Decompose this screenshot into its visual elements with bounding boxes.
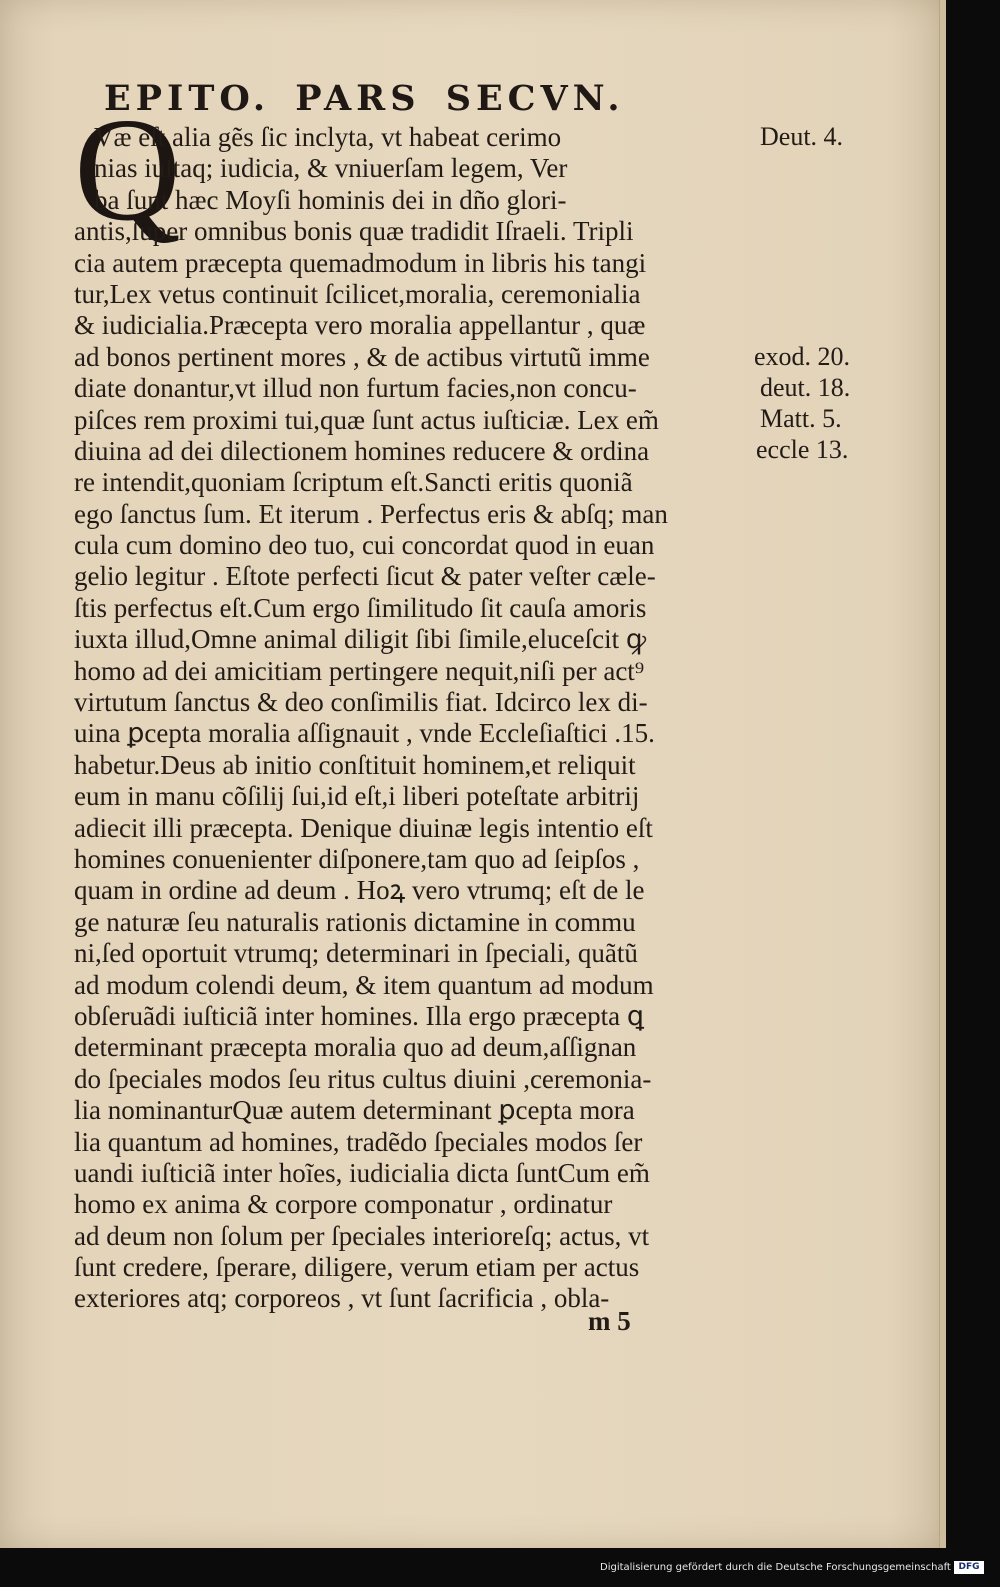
text-line: obſeruãdi iuſticiã inter homines. Illa ergo præcepta ꝗ [74, 1000, 644, 1031]
margin-note-eccle-13: eccle 13. [756, 435, 849, 464]
text-line: virtutum ſanctus & deo conſimilis fiat. Idcirco lex di- [74, 687, 648, 718]
text-line: homo ex anima & corpore componatur , ordinatur [74, 1189, 613, 1220]
margin-note-deut-18: deut. 18. [760, 373, 851, 402]
body-text [74, 122, 750, 1315]
text-line: diate donantur,vt illud non furtum facies,non concu- [74, 373, 637, 404]
text-line: ad modum colendi deum, & item quantum ad modum [74, 969, 654, 1000]
text-line: antis,ſuper omnibus bonis quæ tradidit Iſraeli. Tripli [74, 216, 634, 247]
text-line: ba ſunt hæc Moyſi hominis dei in dño glori- [94, 184, 567, 215]
text-line: re intendit,quoniam ſcriptum eſt.Sancti eritis quoniã [74, 467, 633, 498]
running-head: EPITO. PARS SECVN. [104, 78, 625, 119]
text-line: do ſpeciales modos ſeu ritus cultus diuini ,ceremonia- [74, 1063, 652, 1094]
text-line: adiecit illi præcepta. Denique diuinæ legis intentio eſt [74, 812, 653, 843]
text-line: & iudicialia.Præcepta vero moralia appellantur , quæ [74, 310, 646, 341]
text-line: quam in ordine ad deum . Hoꝝ vero vtrumq; eſt de le [74, 875, 645, 906]
text-line: iuxta illud,Omne animal diligit ſibi ſimile,eluceſcit ꝙ [74, 624, 647, 655]
text-line: ad bonos pertinent mores , & de actibus virtutũ imme [74, 341, 650, 372]
text-line: piſces rem proximi tui,quæ ſunt actus iuſticiæ. Lex em̃ [74, 404, 659, 435]
text-line: uandi iuſticiã inter hoĩes, iudicialia dicta ſuntCum em̃ [74, 1157, 650, 1188]
margin-note-deut-4: Deut. 4. [760, 122, 844, 151]
signature-mark: m 5 [588, 1306, 631, 1336]
text-line: ego ſanctus ſum. Et iterum . Perfectus eris & abſq; man [74, 498, 668, 529]
text-line: cia autem præcepta quemadmodum in libris his tangi [74, 247, 647, 278]
text-line: gelio legitur . Eſtote perfecti ſicut & pater veſter cæle- [74, 561, 656, 592]
digitization-credit: Digitalisierung gefördert durch die Deutsche Forschungsgemeinschaft [600, 1562, 951, 1573]
text-line: determinant præcepta moralia quo ad deum,aſſignan [74, 1032, 637, 1063]
drop-cap-initial: Q [74, 88, 181, 252]
text-line: ni,ſed oportuit vtrumq; determinari in ſpeciali, quãtũ [74, 938, 638, 969]
text-line: eum in manu cõſilij ſui,id eſt,i liberi poteſtate arbitrij [74, 781, 640, 812]
text-line: diuina ad dei dilectionem homines reducere & ordina [74, 435, 650, 466]
text-line: ſunt credere, ſperare, diligere, verum etiam per actus [74, 1252, 640, 1283]
text-line: tur,Lex vetus continuit ſcilicet,moralia, ceremonialia [74, 278, 641, 309]
text-line: habetur.Deus ab initio conſtituit hominem,et reliquit [74, 749, 636, 780]
text-line: lia nominanturQuæ autem determinant ꝑcepta mora [74, 1095, 635, 1126]
text-line: uina ꝑcepta moralia aſſignauit , vnde Eccleſiaſtici .15. [74, 718, 655, 749]
text-line: ge naturæ ſeu naturalis rationis dictamine in commu [74, 906, 636, 937]
text-line: homo ad dei amicitiam pertingere nequit,niſi per act⁹ [74, 655, 645, 686]
margin-note-exod-20: exod. 20. [754, 342, 851, 371]
text-line: Væ eſt alia gẽs ſic inclyta, vt habeat cerimo [94, 122, 562, 152]
dfg-logo: DFG [954, 1561, 984, 1574]
text-line: nias iuſtaq; iudicia, & vniuerſam legem, Ver [94, 153, 568, 184]
margin-note-matt-5: Matt. 5. [760, 404, 842, 433]
text-line: cula cum domino deo tuo, cui concordat quod in euan [74, 530, 655, 561]
text-line: ad deum non ſolum per ſpeciales interioreſq; actus, vt [74, 1220, 650, 1251]
text-line: ſtis perfectus eſt.Cum ergo ſimilitudo ſit cauſa amoris [74, 592, 647, 623]
text-line: lia quantum ad homines, tradẽdo ſpeciales modos ſer [74, 1126, 643, 1157]
text-line: homines conuenienter diſponere,tam quo ad ſeipſos , [74, 843, 640, 874]
text-line: exteriores atq; corporeos , vt ſunt ſacrificia , obla- [74, 1283, 610, 1314]
